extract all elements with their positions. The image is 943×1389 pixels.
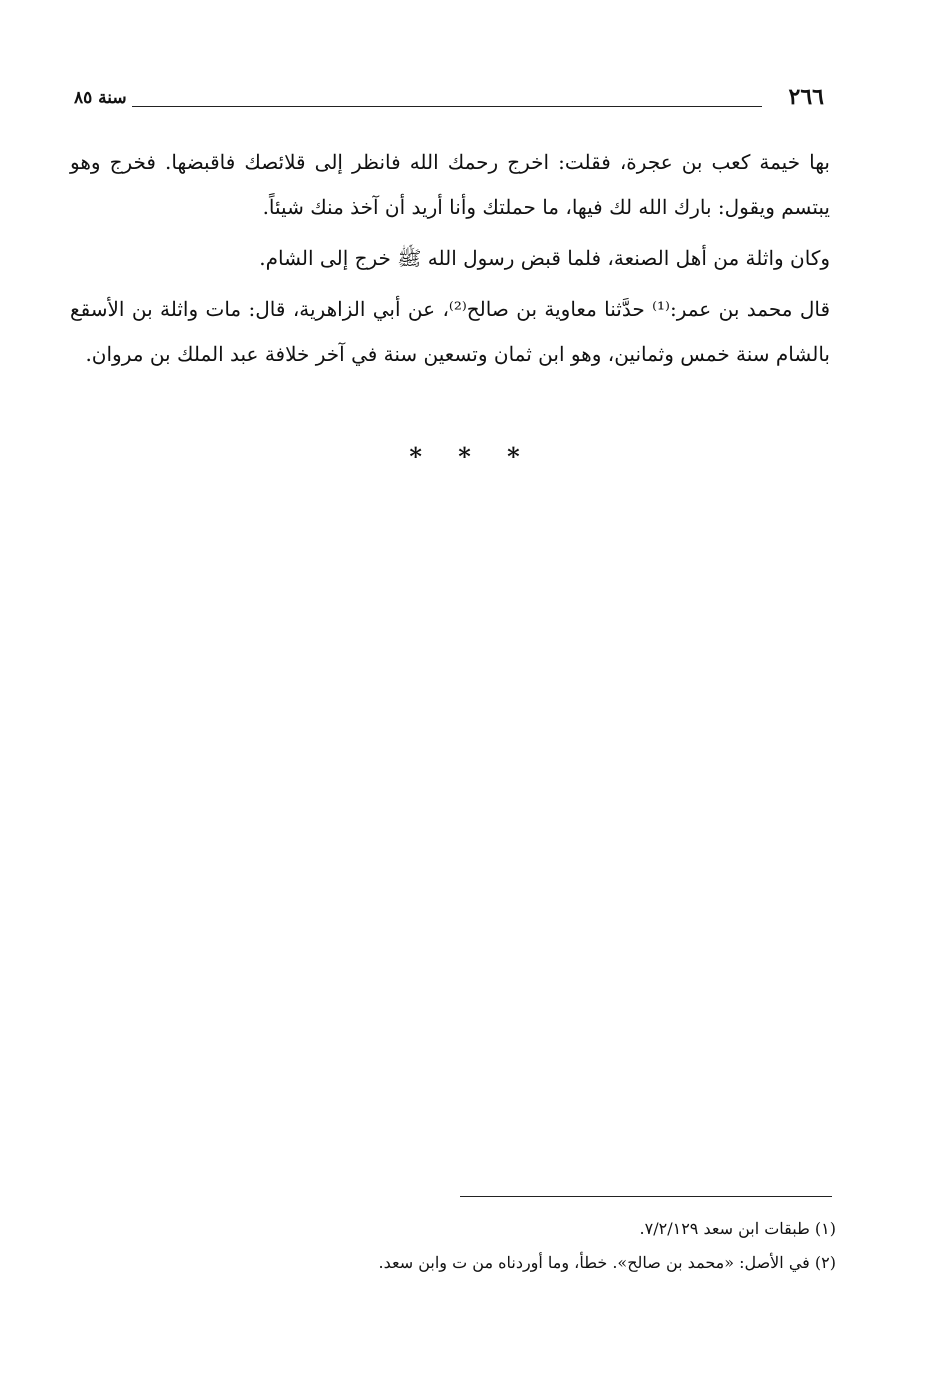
page-number: ٢٦٦ [788,84,824,110]
footnote: (١) طبقات ابن سعد ٧/٢/١٢٩. [639,1219,836,1238]
main-text [70,140,830,377]
paragraph: قال محمد بن عمر:⁽¹⁾ حدَّثنا معاوية بن صالح⁽²⁾، عن أبي الزاهرية، قال: مات واثلة بن الأسقع بالشام سنة خمس وثمانين، وهو ابن ثمان وتسعين سنة في آخر خلافة عبد الملك بن مروان. [70,297,831,366]
running-header [74,84,824,118]
section-separator: * * * [409,442,534,471]
paragraph: بها خيمة كعب بن عجرة، فقلت: اخرج رحمك الله فانظر إلى قلائصك فاقبضها. فخرج وهو يبتسم ويقول: بارك الله لك فيها، ما حملتك وأنا أريد أن آخذ منك شيئاً. [70,150,830,219]
paragraph: وكان واثلة من أهل الصنعة، فلما قبض رسول الله ﷺ خرج إلى الشام. [259,246,830,270]
footnote-rule [460,1196,832,1197]
running-title: سنة ٨٥ [74,88,127,108]
footnotes [120,1212,836,1280]
footnote: (٢) في الأصل: «محمد بن صالح». خطأ، وما أوردناه من ت وابن سعد. [378,1253,836,1272]
header-rule [132,106,762,107]
